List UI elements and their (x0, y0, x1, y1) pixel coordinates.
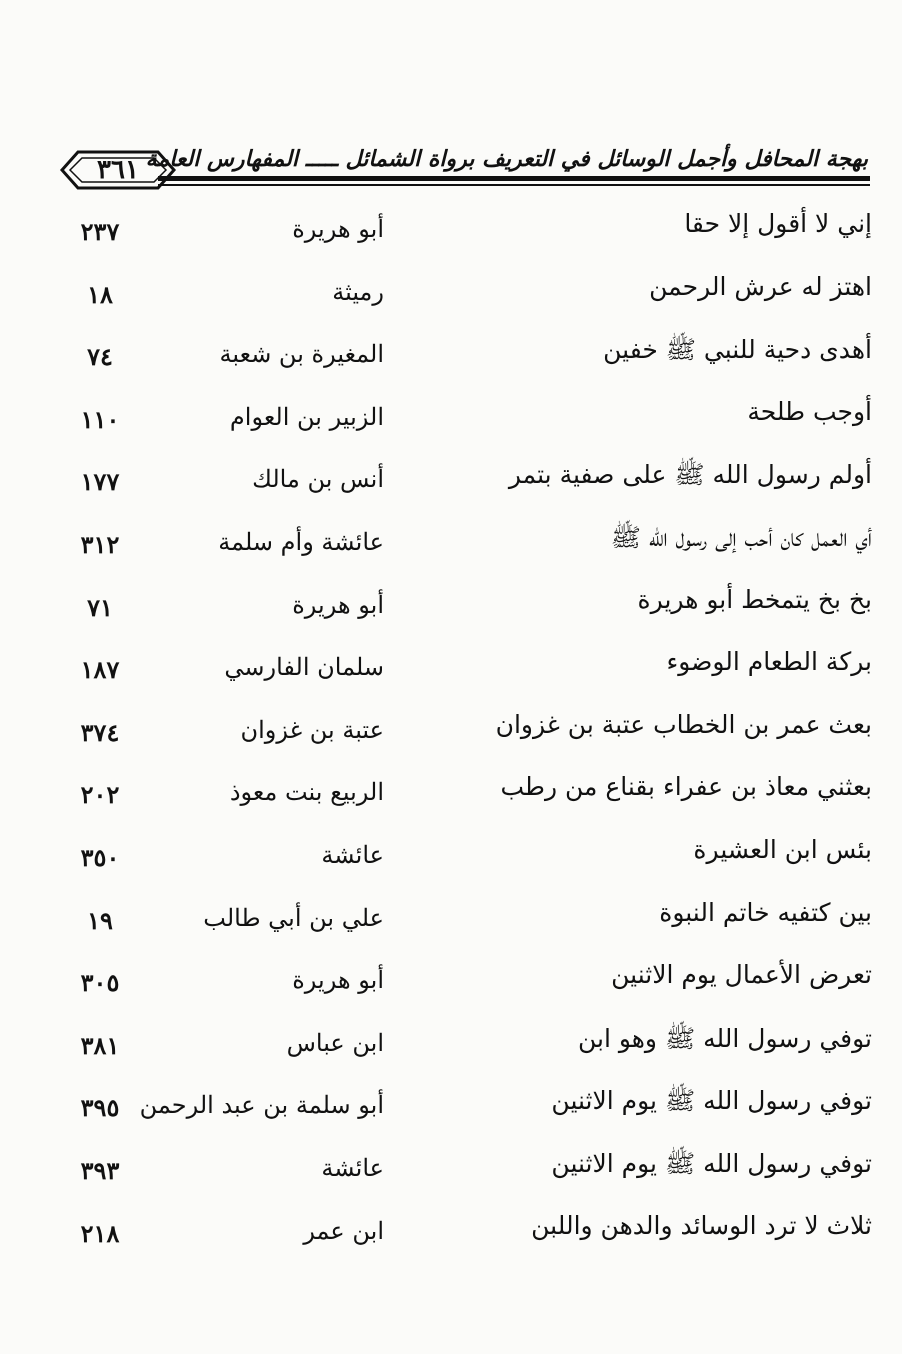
narrator-name: الزبير بن العوام (229, 402, 384, 431)
hadith-text: بعثني معاذ بن عفراء بقناع من رطب (500, 772, 872, 802)
hadith-text: توفي رسول الله ﷺ يوم الاثنين (551, 1148, 872, 1178)
hadith-text: توفي رسول الله ﷺ وهو ابن (577, 1023, 872, 1053)
hadith-text: أي العمل كان أحب إلى رسول الله ﷺ (610, 522, 872, 552)
page-reference: ٣٨١ (80, 1030, 120, 1060)
header-rule-thick (158, 176, 870, 181)
page-reference: ٣٥٠ (80, 842, 120, 872)
page-reference: ١٩ (87, 905, 113, 935)
hadith-text: بين كتفيه خاتم النبوة (659, 897, 872, 927)
page-reference: ٢٠٢ (80, 780, 120, 810)
index-row (60, 518, 872, 581)
hadith-text: أوجب طلحة (747, 396, 872, 426)
narrator-name: رميثة (332, 277, 384, 306)
index-row (60, 956, 872, 1019)
page-reference: ١١٠ (80, 404, 120, 434)
narrator-name: عائشة (321, 840, 384, 869)
index-row (60, 706, 872, 769)
page-reference: ٣٩٥ (80, 1093, 120, 1123)
hadith-text: بركة الطعام الوضوء (666, 647, 872, 677)
narrator-name: عائشة وأم سلمة (218, 527, 384, 556)
page-number: ٣٦١ (97, 155, 139, 185)
page-reference: ٢٣٧ (80, 217, 120, 246)
narrator-name: أبو هريرة (292, 215, 384, 243)
hadith-text: أهدى دحية للنبي ﷺ خفين (603, 335, 872, 365)
hadith-text: بخ بخ يتمخط أبو هريرة (637, 584, 872, 614)
narrator-name: ابن عمر (303, 1216, 384, 1245)
index-row (60, 330, 872, 393)
hadith-index-list (60, 205, 872, 1269)
narrator-name: الربيع بنت معوذ (229, 778, 384, 807)
page-reference: ٣٩٣ (80, 1155, 120, 1185)
hadith-text: إني لا أقول إلا حقا (684, 209, 872, 238)
index-row (60, 894, 872, 957)
index-row (60, 1207, 872, 1270)
page-reference: ٣٧٤ (80, 717, 120, 747)
index-row (60, 1144, 872, 1207)
index-row (60, 768, 872, 831)
header-rule-thin (158, 184, 870, 186)
hadith-text: أولم رسول الله ﷺ على صفية بتمر (508, 460, 872, 490)
page-reference: ٢١٨ (80, 1218, 120, 1248)
page-reference: ١٨ (87, 279, 113, 309)
narrator-name: المغيرة بن شعبة (219, 340, 384, 369)
index-row (60, 831, 872, 894)
running-title: بهجة المحافل وأجمل الوسائل في التعريف برواة الشمائل ـــــ المفهارس العامة (145, 146, 868, 172)
page-reference: ١٧٧ (80, 467, 120, 497)
narrator-name: أبو هريرة (292, 966, 384, 995)
index-row (60, 643, 872, 706)
page-reference: ١٨٧ (80, 655, 120, 685)
narrator-name: أبو هريرة (292, 590, 384, 619)
page-reference: ٧٤ (87, 342, 113, 372)
page-header (58, 140, 868, 200)
page-reference: ٧١ (87, 592, 113, 622)
page-reference: ٣١٢ (80, 529, 120, 559)
index-row (60, 1019, 872, 1082)
narrator-name: أبو سلمة بن عبد الرحمن (139, 1091, 384, 1120)
index-row (60, 581, 872, 644)
narrator-name: علي بن أبي طالب (203, 903, 384, 932)
hadith-text: بئس ابن العشيرة (693, 834, 872, 864)
narrator-name: سلمان الفارسي (224, 653, 384, 682)
index-row (60, 1081, 872, 1144)
narrator-name: أنس بن مالك (252, 465, 384, 494)
index-row (60, 268, 872, 331)
narrator-name: عائشة (321, 1153, 384, 1182)
hadith-text: تعرض الأعمال يوم الاثنين (611, 960, 872, 990)
page-reference: ٣٠٥ (80, 968, 120, 998)
hadith-text: ثلاث لا ترد الوسائد والدهن واللبن (531, 1210, 872, 1240)
narrator-name: ابن عباس (286, 1028, 384, 1057)
hadith-text: بعث عمر بن الخطاب عتبة بن غزوان (495, 709, 872, 739)
narrator-name: عتبة بن غزوان (240, 715, 384, 744)
hadith-text: توفي رسول الله ﷺ يوم الاثنين (551, 1086, 872, 1116)
index-row (60, 205, 872, 268)
index-row (60, 455, 872, 518)
index-row (60, 393, 872, 456)
hadith-text: اهتز له عرش الرحمن (649, 271, 872, 301)
